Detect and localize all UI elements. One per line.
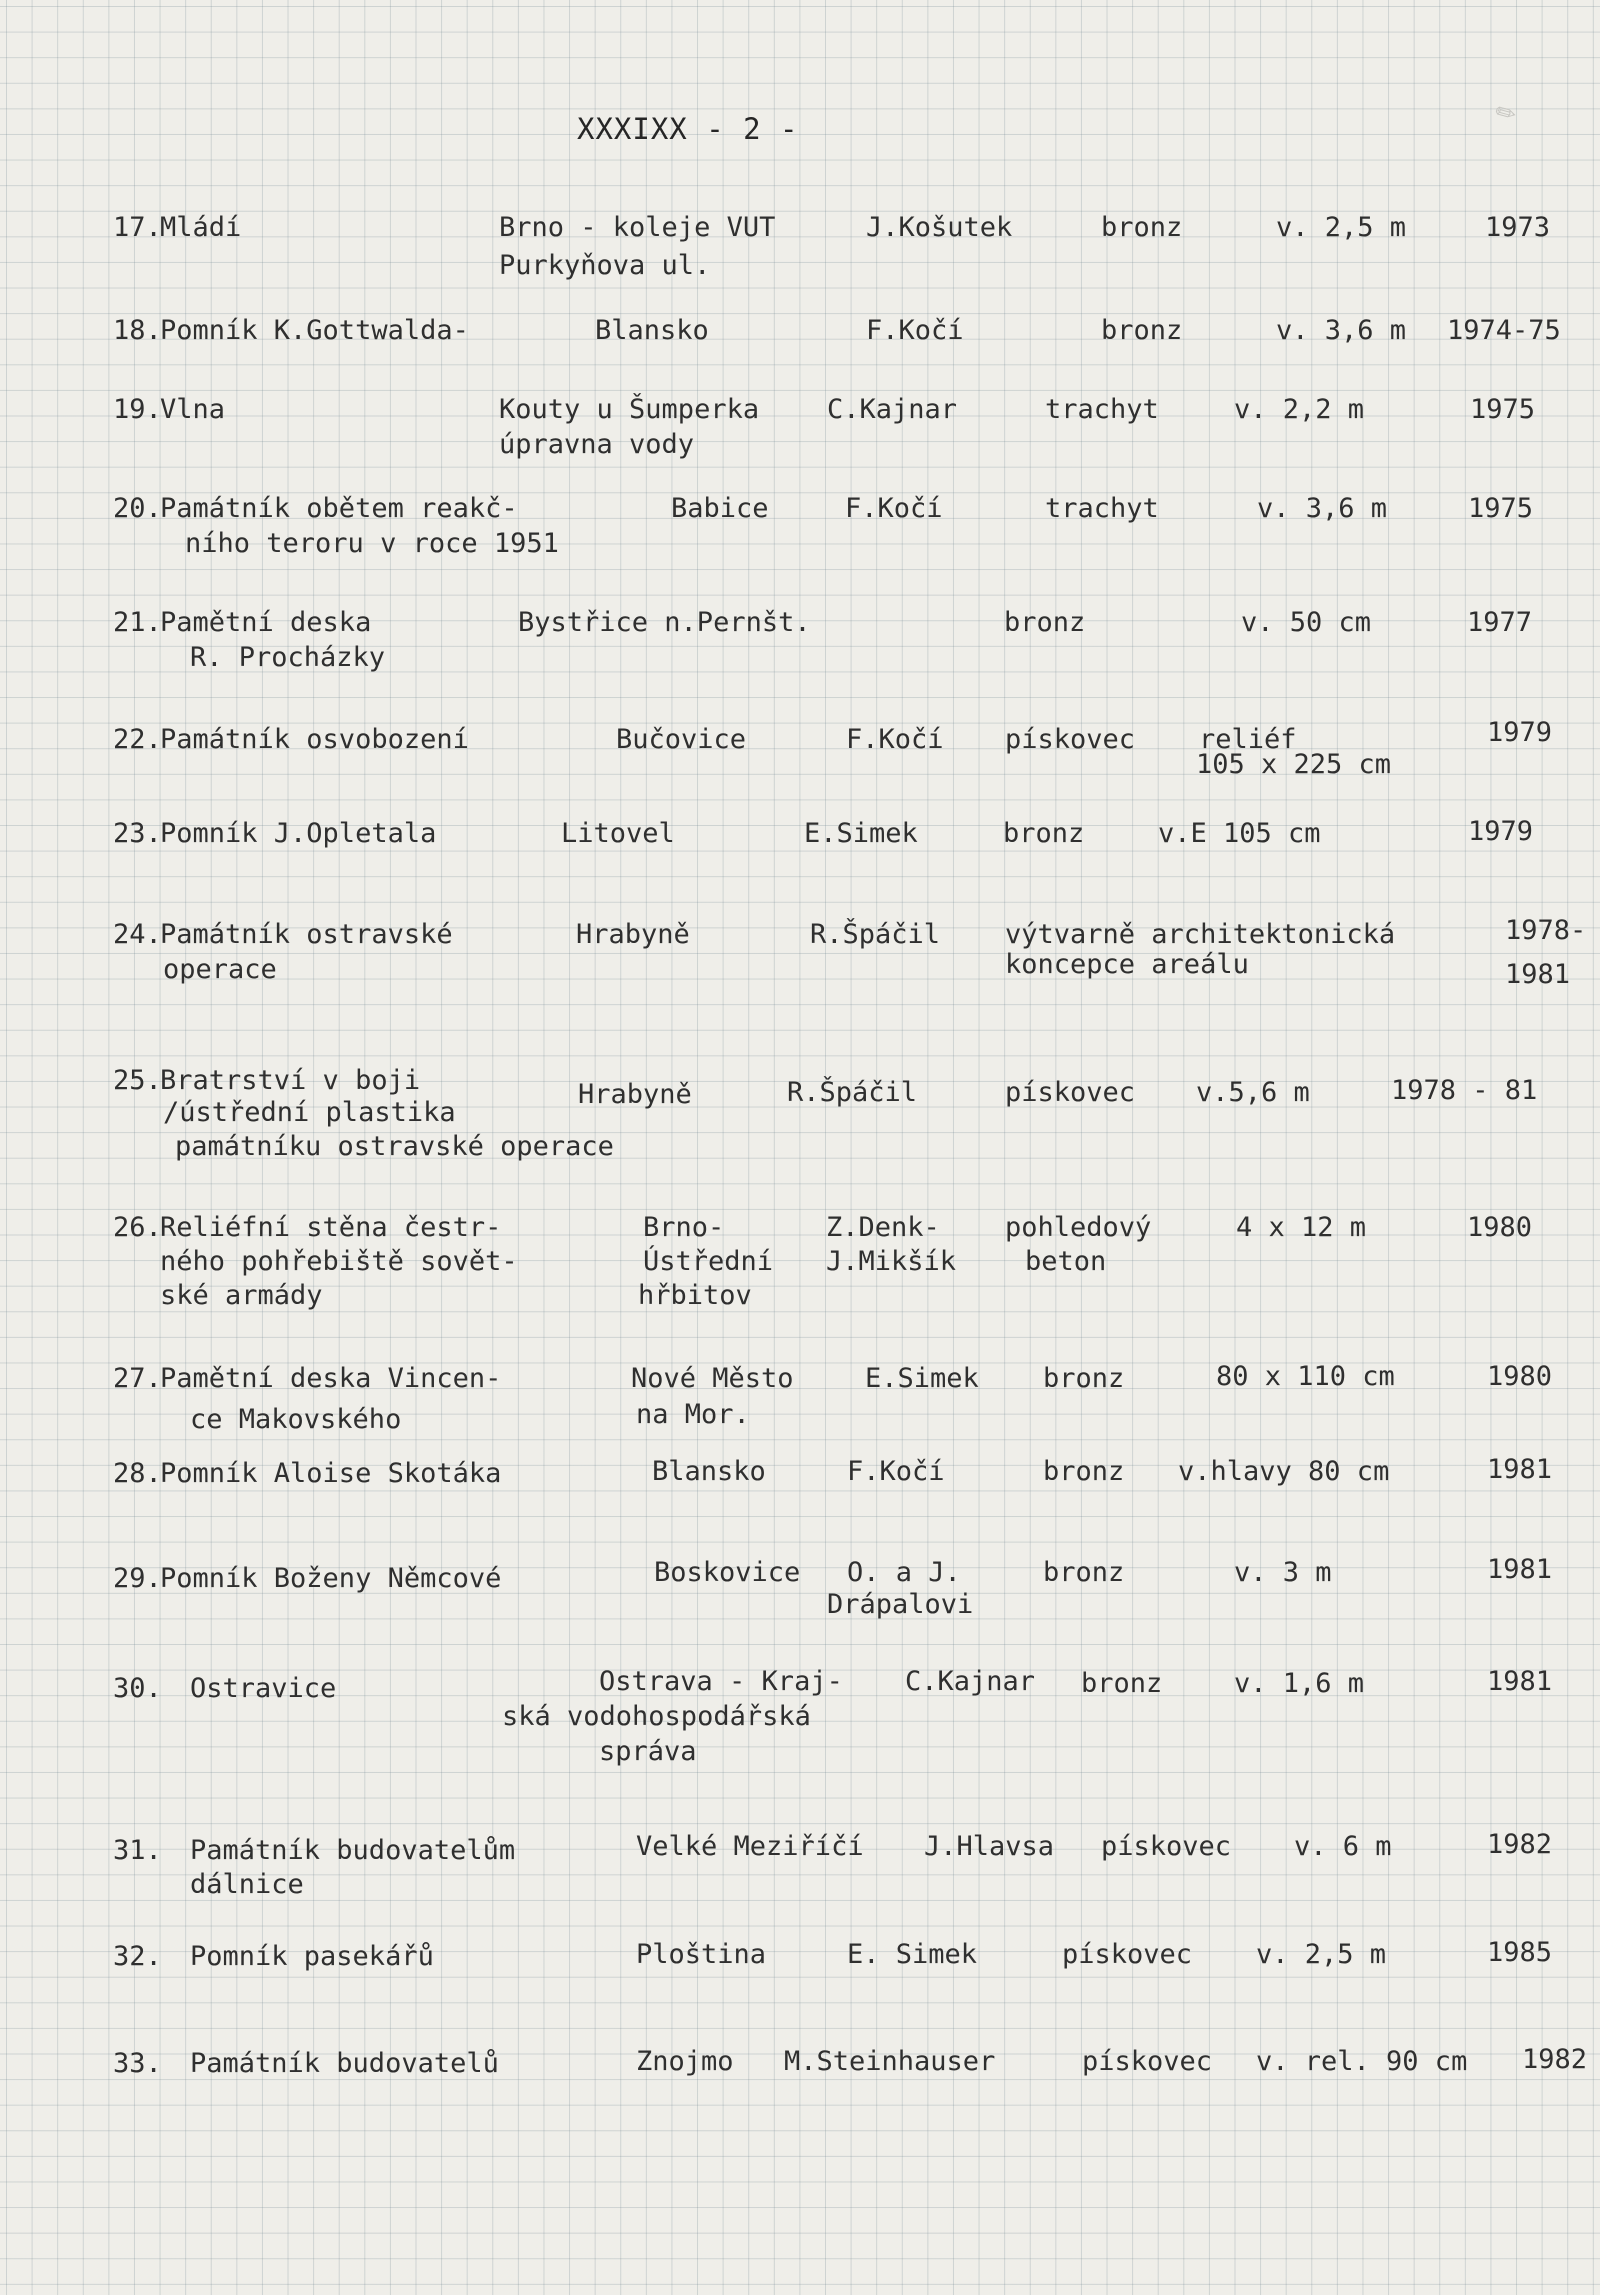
entry-material: bronz bbox=[1043, 1456, 1125, 1487]
entry-place: Velké Meziříčí bbox=[636, 1831, 864, 1862]
entry-author: R.Špáčil bbox=[810, 919, 941, 950]
entry-year: 1982 bbox=[1522, 2044, 1588, 2075]
entry-title: Pomník J.Opletala bbox=[160, 818, 437, 849]
entry-number: 29. bbox=[113, 1563, 162, 1594]
entry-material: pohledový bbox=[1005, 1212, 1152, 1243]
entry-place: Hrabyně bbox=[576, 919, 690, 950]
entry-year: 1975 bbox=[1468, 493, 1534, 524]
entry-year: 1979 bbox=[1487, 717, 1553, 748]
entry-author: F.Kočí bbox=[845, 493, 943, 524]
entry-author: R.Špáčil bbox=[787, 1077, 918, 1108]
entry-place: Boskovice bbox=[654, 1557, 801, 1588]
entry-place: Blansko bbox=[595, 315, 709, 346]
entry-material: bronz bbox=[1043, 1557, 1125, 1588]
entry-year: 1980 bbox=[1467, 1212, 1533, 1243]
entry-material: bronz bbox=[1003, 818, 1085, 849]
entry-author: Z.Denk- bbox=[826, 1212, 940, 1243]
entry-number: 17. bbox=[113, 212, 162, 243]
entry-place-line2: Ústřední bbox=[643, 1246, 774, 1277]
entry-title: Pomník pasekářů bbox=[190, 1941, 434, 1972]
entry-place: Hrabyně bbox=[578, 1079, 692, 1110]
entry-year: 1974-75 bbox=[1447, 315, 1561, 346]
entry-size: v. 3,6 m bbox=[1257, 493, 1388, 524]
entry-author: C.Kajnar bbox=[905, 1666, 1036, 1697]
entry-place: Bučovice bbox=[616, 724, 747, 755]
entry-author: C.Kajnar bbox=[827, 394, 958, 425]
entry-title-line2: dálnice bbox=[190, 1869, 304, 1900]
entry-year: 1977 bbox=[1467, 607, 1533, 638]
entry-number: 28. bbox=[113, 1458, 162, 1489]
entry-title: Pomník K.Gottwalda- bbox=[160, 315, 469, 346]
entry-title-line2: R. Procházky bbox=[190, 642, 386, 673]
entry-place: Ploština bbox=[636, 1939, 767, 1970]
entry-size: v.hlavy 80 cm bbox=[1178, 1456, 1390, 1487]
entry-size: v. 2,5 m bbox=[1276, 212, 1407, 243]
entry-number: 19. bbox=[113, 394, 162, 425]
entry-year: 1982 bbox=[1487, 1829, 1553, 1860]
entry-place: Znojmo bbox=[636, 2046, 734, 2077]
entry-place-line2: Purkyňova ul. bbox=[499, 250, 711, 281]
entry-number: 21. bbox=[113, 607, 162, 638]
entry-number: 20. bbox=[113, 493, 162, 524]
entry-size: v. 3 m bbox=[1234, 1557, 1332, 1588]
entry-material-line2: beton bbox=[1025, 1246, 1107, 1277]
entry-title-line3: památníku ostravské operace bbox=[175, 1131, 614, 1162]
entry-author: M.Steinhauser bbox=[784, 2046, 996, 2077]
entry-place-line3: správa bbox=[599, 1736, 697, 1767]
entry-place-line3: hřbitov bbox=[638, 1280, 752, 1311]
entry-material: pískovec bbox=[1101, 1831, 1232, 1862]
entry-title: Památník budovatelům bbox=[190, 1835, 516, 1866]
entry-author-line2: Drápalovi bbox=[827, 1589, 974, 1620]
entry-size: 80 x 110 cm bbox=[1216, 1361, 1395, 1392]
entry-title: Pamětní deska bbox=[160, 607, 372, 638]
entry-material: bronz bbox=[1004, 607, 1086, 638]
entry-size: reliéf bbox=[1199, 724, 1297, 755]
entry-year: 1985 bbox=[1487, 1937, 1553, 1968]
entry-title: Památník budovatelů bbox=[190, 2048, 499, 2079]
entry-material: pískovec bbox=[1082, 2046, 1213, 2077]
entry-place-line2: úpravna vody bbox=[499, 429, 695, 460]
entry-year: 1979 bbox=[1468, 816, 1534, 847]
entry-year: 1978 - 81 bbox=[1391, 1075, 1538, 1106]
entry-title-line2: ného pohřebiště sovět- bbox=[160, 1246, 518, 1277]
entry-place: Nové Město bbox=[631, 1363, 794, 1394]
entry-year: 1978- bbox=[1505, 915, 1587, 946]
entry-title: Ostravice bbox=[190, 1673, 337, 1704]
entry-number: 24. bbox=[113, 919, 162, 950]
entry-year: 1981 bbox=[1487, 1454, 1553, 1485]
entry-material: trachyt bbox=[1045, 493, 1159, 524]
entry-place: Litovel bbox=[561, 818, 675, 849]
entry-author: F.Kočí bbox=[847, 1456, 945, 1487]
entry-author: E.Simek bbox=[865, 1363, 979, 1394]
entry-place: Brno - koleje VUT bbox=[499, 212, 776, 243]
entry-author: E. Simek bbox=[847, 1939, 978, 1970]
entry-material: pískovec bbox=[1005, 1077, 1136, 1108]
entry-size: v. 1,6 m bbox=[1234, 1668, 1365, 1699]
entry-size: v. 6 m bbox=[1294, 1831, 1392, 1862]
entry-title: Památník osvobození bbox=[160, 724, 469, 755]
entry-year: 1981 bbox=[1487, 1666, 1553, 1697]
entry-size: v.E 105 cm bbox=[1158, 818, 1321, 849]
entry-number: 18. bbox=[113, 315, 162, 346]
entry-author: F.Kočí bbox=[846, 724, 944, 755]
entry-material: pískovec bbox=[1005, 724, 1136, 755]
entry-year: 1980 bbox=[1487, 1361, 1553, 1392]
entry-author: J.Hlavsa bbox=[924, 1831, 1055, 1862]
entry-title-line3: ské armády bbox=[160, 1280, 323, 1311]
entry-place: Kouty u Šumperka bbox=[499, 394, 760, 425]
entry-title: Památník obětem reakč- bbox=[160, 493, 518, 524]
entry-title: Bratrství v boji bbox=[160, 1065, 421, 1096]
entry-material: bronz bbox=[1101, 315, 1183, 346]
entry-size: v. 2,2 m bbox=[1234, 394, 1365, 425]
entry-author: O. a J. bbox=[847, 1557, 961, 1588]
entry-material: výtvarně architektonická bbox=[1005, 919, 1396, 950]
entry-size: v. 50 cm bbox=[1241, 607, 1372, 638]
entry-title: Vlna bbox=[160, 394, 226, 425]
entry-material: bronz bbox=[1081, 1668, 1163, 1699]
entry-author: F.Kočí bbox=[866, 315, 964, 346]
entry-place: Blansko bbox=[652, 1456, 766, 1487]
entry-place-line2: ská vodohospodářská bbox=[502, 1701, 811, 1732]
entry-number: 32. bbox=[113, 1941, 162, 1972]
entry-number: 30. bbox=[113, 1673, 162, 1704]
entry-size: v. rel. 90 cm bbox=[1256, 2046, 1468, 2077]
entry-year-line2: 1981 bbox=[1505, 959, 1571, 990]
entry-size: v. 3,6 m bbox=[1276, 315, 1407, 346]
entry-title: Pomník Aloise Skotáka bbox=[160, 1458, 502, 1489]
entry-number: 31. bbox=[113, 1835, 162, 1866]
page-heading: XXXIXX - 2 - bbox=[577, 112, 799, 146]
entry-title-line2: ce Makovského bbox=[190, 1404, 402, 1435]
entry-number: 27. bbox=[113, 1363, 162, 1394]
entry-number: 26. bbox=[113, 1212, 162, 1243]
entry-number: 22. bbox=[113, 724, 162, 755]
entry-title: Pomník Boženy Němcové bbox=[160, 1563, 502, 1594]
entry-material: trachyt bbox=[1045, 394, 1159, 425]
entry-number: 25. bbox=[113, 1065, 162, 1096]
entry-title: Reliéfní stěna čestr- bbox=[160, 1212, 502, 1243]
entry-title: Mládí bbox=[160, 212, 242, 243]
entry-material: bronz bbox=[1043, 1363, 1125, 1394]
entry-place: Babice bbox=[671, 493, 769, 524]
entry-size-line2: 105 x 225 cm bbox=[1196, 749, 1392, 780]
entry-size: 4 x 12 m bbox=[1236, 1212, 1367, 1243]
entry-size: v. 2,5 m bbox=[1256, 1939, 1387, 1970]
pencil-mark: ✎ bbox=[1488, 92, 1522, 133]
entry-size: v.5,6 m bbox=[1196, 1077, 1310, 1108]
entry-title: Pamětní deska Vincen- bbox=[160, 1363, 502, 1394]
entry-author-line2: J.Mikšík bbox=[826, 1246, 957, 1277]
entry-material: pískovec bbox=[1062, 1939, 1193, 1970]
entry-year: 1973 bbox=[1485, 212, 1551, 243]
entry-material-line2: koncepce areálu bbox=[1005, 949, 1249, 980]
entry-title-line2: /ústřední plastika bbox=[163, 1097, 456, 1128]
entry-title: Památník ostravské bbox=[160, 919, 453, 950]
entry-title-line2: ního teroru v roce 1951 bbox=[185, 528, 559, 559]
entry-place: Ostrava - Kraj- bbox=[599, 1666, 843, 1697]
entry-place-line2: na Mor. bbox=[636, 1399, 750, 1430]
entry-number: 23. bbox=[113, 818, 162, 849]
entry-author: E.Simek bbox=[804, 818, 918, 849]
entry-number: 33. bbox=[113, 2048, 162, 2079]
entry-year: 1975 bbox=[1470, 394, 1536, 425]
entry-place: Bystřice n.Pernšt. bbox=[518, 607, 811, 638]
entry-place: Brno- bbox=[643, 1212, 725, 1243]
entry-author: J.Košutek bbox=[866, 212, 1013, 243]
entry-title-line2: operace bbox=[163, 954, 277, 985]
entry-year: 1981 bbox=[1487, 1554, 1553, 1585]
entry-material: bronz bbox=[1101, 212, 1183, 243]
